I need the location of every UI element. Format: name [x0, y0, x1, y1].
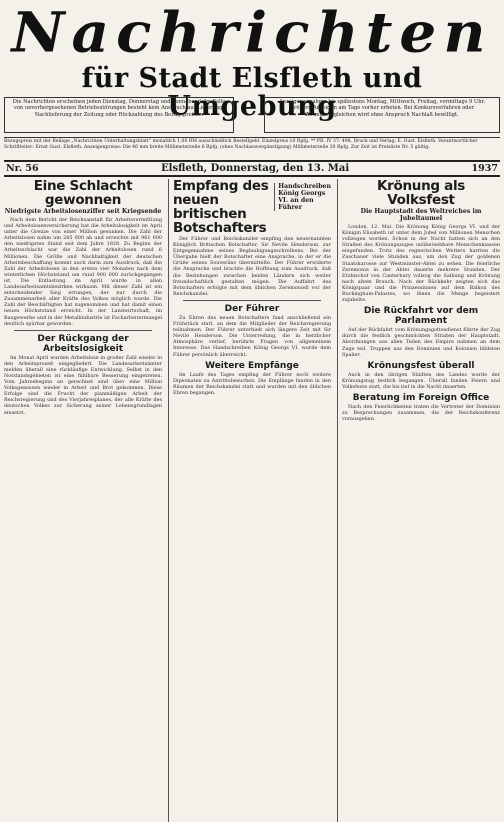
- article-body: Im Laufe des Tages empfing der Führer noch weitere Diplomaten zu Antrittsbesuchen. Die Empfänge fanden in den Räumen der Reichskanzlei statt und wurden mit den üblichen Ehren begangen.: [173, 371, 331, 396]
- subhead-schlacht: Niedrigste Arbeitslosenziffer seit Kriegsende: [4, 208, 162, 215]
- section-heading: Der Rückgang der Arbeitslosigkeit: [37, 333, 129, 354]
- column-1: [4, 179, 162, 822]
- subhead-botschafter: Handschreiben König Georgs VI. an den Führer: [274, 183, 331, 211]
- divider: [183, 300, 321, 301]
- info-box-right: Anzeigenannahme bis spätestens Montag, Mittwoch, Freitag, vormittags 9 Uhr. Größere Anzeigen am Tage vorher erbeten. Bei Konkursverfahren oder Zwangsvergleichen wird ohne Anspruch Nachlaß bewilligt.: [264, 97, 500, 133]
- article-body: Auch in den übrigen Städten des Landes wurde der Krönungstag festlich begangen. Überall fanden Feiern und Volksfeste statt, die bis tief in die Nacht dauerten.: [342, 371, 500, 390]
- section-heading: Der Führer: [224, 303, 280, 314]
- headline-botschafter: Empfang des neuen britischen Botschafters: [173, 178, 269, 236]
- column-2: [168, 179, 331, 822]
- info-box-left: Die Nachrichten erscheinen jeden Dienstag, Donnerstag und Sonnabend. Im Falle von unvorhergesehenen Betriebsstörungen besteht kein Anspruch auf Lieferung, Nachlieferung der Zeitung oder Rückzahlung des Bezugspreises.: [4, 97, 234, 133]
- article-body: Zu Ehren des neuen Botschafters fand anschließend ein Frühstück statt, an dem die Mitglieder der Reichsregierung teilnahmen. Der Führer unterhielt sich längere Zeit mit Sir Nevile Henderson. Die Unterredung, die in herzlicher Atmosphäre verlief, berührte Fragen von allgemeinem Interesse. Das Handschreiben König Georgs VI. wurde dem Führer persönlich überreicht.: [173, 314, 331, 358]
- issue-number: Nr. 56: [6, 163, 39, 174]
- subscription-line: Bezugspreis mit der Beilage „Nachrichten Unterhaltungsblatt“ monatlich 1,00 RM ausschließlich Bestellgeld. Einzelpreis 10 Rpfg. ** PR. IV 37: 498. Druck und Verlag: E. Gust. Elsfleth. Verantwortlicher Schriftleiter: Ernst Gust, Elsfleth. Anzeigenpreise: Die 46 mm breite Millimeterzeile 6 Rpfg. (ohne Nachlassvergünstigung) Millimeterzeile 20 Rpfg. Zur Zeit ist Preisliste Nr. 5 gültig.: [4, 137, 500, 160]
- section-heading: Beratung im Foreign Office: [352, 392, 490, 403]
- subhead-kroenung: Die Hauptstadt des Weltreiches im Jubeltaumel: [360, 208, 482, 222]
- headline-kroenung: Krönung als Volksfest: [376, 178, 466, 208]
- divider: [14, 330, 152, 331]
- masthead-title: Nachrichten: [11, 0, 493, 65]
- column-3: [337, 179, 500, 822]
- article-columns: [4, 179, 500, 822]
- headline-schlacht: Eine Schlacht gewonnen: [33, 178, 133, 208]
- newspaper-page: [4, 0, 500, 751]
- headline-block: [173, 179, 331, 236]
- article-body: Auf der Rückfahrt vom Krönungsgottesdienst führte der Zug durch die festlich geschmückten Straßen der Hauptstadt. Abordnungen aus allen Teilen des Empire nahmen an dem Zuge teil. Truppen aus den Dominien und Kolonien bildeten Spalier.: [342, 327, 500, 358]
- year: 1937: [471, 163, 498, 174]
- article-body: Nach dem Bericht der Reichsanstalt für Arbeitsvermittlung und Arbeitslosenversicherung hat die Arbeitslosigkeit im April unter die Grenze von einer Million gesunken. Die Zahl der Arbeitslosen nahm um 285 000 ab und erreichte mit 961 000 den niedrigsten Stand seit dem Jahre 1928. Zu Beginn der Arbeitsschlacht war die Zahl der Arbeitslosen rund 6 Millionen. Die Größe und Nachhaltigkeit der deutschen Arbeitsbeschaffung kommt auch darin zum Ausdruck, daß die Zahl der Arbeitslosen in den ersten vier Monaten nach dem winterlichen Höchststand um rund 900 000 zurückgegangen ist. Die Entlastung im April wurde in allen Landesarbeitsamtsbezirken wirksam. Mit dieser Zahl ist ein entscheidender Sieg errungen, der nur durch die Zusammenarbeit aller Kräfte des Volkes möglich wurde. Die Zahl der Beschäftigten hat zugenommen und hat damit einen neuen Höchststand erreicht. In der Landwirtschaft, im Baugewerbe und in der Metallindustrie ist Facharbeitermangel deutlich spürbar geworden.: [4, 217, 162, 327]
- section-heading: Die Rückfahrt vor dem Parlament: [363, 306, 479, 327]
- masthead-subtitle: für Stadt Elsfleth und Umgebung: [81, 63, 423, 122]
- article-body: Nach den Feierlichkeiten traten die Vertreter der Dominien zu Besprechungen zusammen, die der Reichskonferenz vorausgehen.: [342, 403, 500, 423]
- section-heading: Weitere Empfänge: [205, 360, 299, 371]
- article-body: London, 12. Mai. Die Krönung König Georgs VI. und der Königin Elisabeth ist unter dem Jubel von Millionen Menschen vollzogen worden. Schon in der Nacht hatten sich an den Straßen des Krönungszuges unübersehbare Menschenmassen eingefunden. Trotz des regnerischen Wetters harrten die Zuschauer viele Stunden aus, um den Zug der goldenen Staatskarosse zur Westminster-Abtei zu sehen. Die feierliche Zeremonie in der Abtei dauerte mehrere Stunden. Der Erzbischof von Canterbury vollzog die Salbung und Krönung nach altem Brauch. Nach der Rückkehr zeigten sich das Königspaar und die Prinzessinnen auf dem Balkon des Buckingham-Palastes, wo ihnen die Menge begeistert zujubelte.: [342, 224, 500, 304]
- dateline: [4, 160, 500, 177]
- article-body: Der Führer und Reichskanzler empfing den neuernannten Königlich Britischen Botschafter, Sir Nevile Henderson, zur Entgegennahme seines Beglaubigungsschreibens. Bei der Übergabe hielt der Botschafter eine Ansprache, in der er die Grüße seines Souveräns übermittelte. Der Führer erwiderte die Ansprache und brachte die Hoffnung zum Ausdruck, daß die Beziehungen zwischen beiden Ländern sich weiter freundschaftlich gestalten mögen. Die Auffahrt des Botschafters erfolgte mit dem üblichen Zeremoniell vor der Reichskanzlei.: [173, 236, 331, 297]
- article-body: Im Monat April wurden Arbeitslose in großer Zahl wieder in den Arbeitsprozeß eingegliedert. Die Landesarbeitsämter melden überall eine rückläufige Entwicklung. Selbst in den Notstandsgebieten ist eine fühlbare Besserung eingetreten. Vom Jahresbeginn an gerechnet sind über eine Million Volksgenossen wieder in Arbeit und Brot gekommen. Diese Erfolge sind die Frucht der planmäßigen Arbeit der Reichsregierung und des Vierjahresplanes, der alle Kräfte des deutschen Volkes zur Sicherung seiner Lebensgrundlagen einsetzt.: [4, 354, 162, 416]
- section-heading: Krönungsfest überall: [367, 360, 475, 371]
- place-date: Elsfleth, Donnerstag, den 13. Mai: [161, 163, 350, 174]
